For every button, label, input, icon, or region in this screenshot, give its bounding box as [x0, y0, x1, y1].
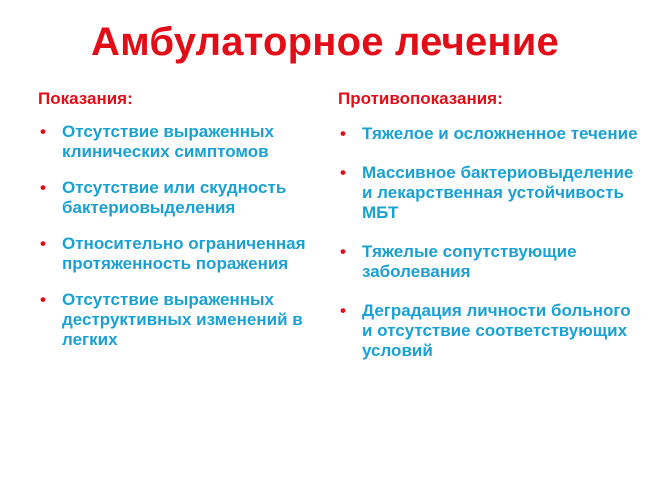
contraindications-list: [338, 122, 638, 361]
list-item: [38, 178, 330, 218]
indications-column: [38, 88, 330, 366]
bullet-icon: •: [40, 122, 46, 141]
list-item-text: Отсутствие выраженных клинических симптомов: [62, 122, 275, 161]
list-item-text: Тяжелое и осложненное течение: [362, 124, 638, 143]
list-item: [338, 124, 638, 144]
bullet-icon: •: [340, 301, 346, 320]
list-item-text: Массивное бактериовыделение и лекарственная устойчивость МБТ: [362, 163, 634, 222]
indications-heading: Показания:: [38, 89, 133, 108]
list-item-text: Деградация личности больного и отсутствие соответствующих условий: [362, 301, 631, 360]
list-item-text: Тяжелые сопутствующие заболевания: [362, 242, 577, 281]
contraindications-heading: Противопоказания:: [338, 89, 503, 108]
bullet-icon: •: [40, 290, 46, 309]
list-item: [38, 290, 330, 350]
list-item-text: Отсутствие или скудность бактериовыделения: [62, 178, 287, 217]
list-item: [338, 163, 638, 223]
list-item-text: Относительно ограниченная протяженность поражения: [62, 234, 306, 273]
bullet-icon: •: [340, 124, 346, 143]
slide-title: Амбулаторное лечение: [91, 20, 559, 64]
bullet-icon: •: [340, 242, 346, 261]
bullet-icon: •: [340, 163, 346, 182]
indications-list: [38, 122, 330, 350]
bullet-icon: •: [40, 178, 46, 197]
list-item: [338, 242, 638, 282]
list-item: [38, 234, 330, 274]
list-item: [338, 301, 638, 361]
bullet-icon: •: [40, 234, 46, 253]
list-item: [38, 122, 330, 162]
contraindications-column: [338, 88, 638, 380]
list-item-text: Отсутствие выраженных деструктивных изменений в легких: [62, 290, 303, 349]
